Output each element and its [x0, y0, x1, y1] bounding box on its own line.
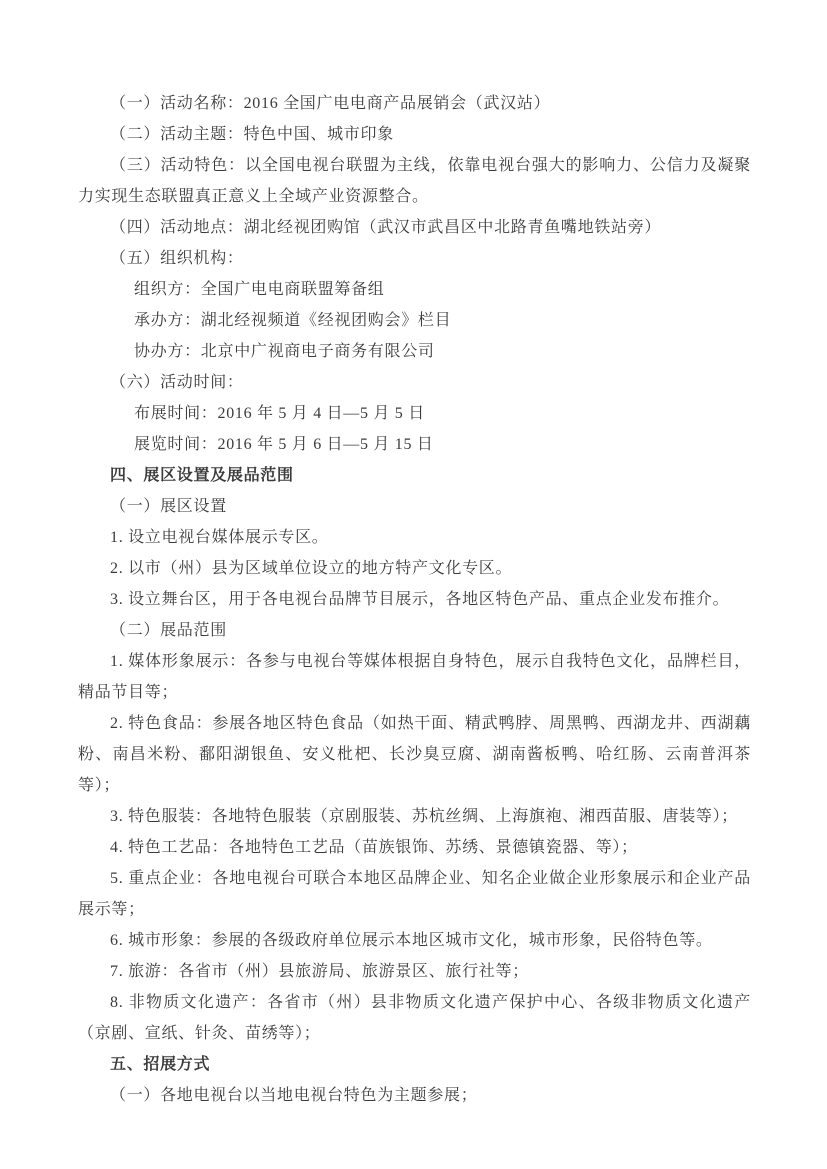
paragraph-sub: 承办方：湖北经视频道《经视团购会》栏目 [134, 312, 452, 329]
paragraph-item: （四）活动地点：湖北经视团购馆（武汉市武昌区中北路青鱼嘴地铁站旁） [110, 219, 662, 236]
paragraph-item: （一）各地电视台以当地电视台特色为主题参展； [110, 1087, 478, 1104]
paragraph-item: （二）展品范围 [110, 622, 227, 639]
paragraph-item: 2. 以市（州）县为区域单位设立的地方特产文化专区。 [110, 560, 513, 577]
paragraph-item: （三）活动特色：以全国电视台联盟为主线，依靠电视台强大的影响力、公信力及凝聚力实现生态联盟真正意义上全域产业资源整合。 [78, 157, 751, 205]
paragraph-heading: 五、招展方式 [110, 1056, 211, 1073]
paragraph-sub: 展览时间：2016 年 5 月 6 日—5 月 15 日 [134, 436, 434, 453]
paragraph-item: 2. 特色食品：参展各地区特色食品（如热干面、精武鸭脖、周黑鸭、西湖龙井、西湖藕粉、南昌米粉、鄱阳湖银鱼、安义枇杷、长沙臭豆腐、湖南酱板鸭、哈红肠、云南普洱茶等）； [78, 715, 751, 794]
paragraph-item: 4. 特色工艺品：各地特色工艺品（苗族银饰、苏绣、景德镇瓷器、等）； [110, 839, 638, 856]
paragraph-item: （一）活动名称：2016 全国广电电商产品展销会（武汉站） [110, 95, 551, 112]
paragraph-item: 6. 城市形象：参展的各级政府单位展示本地区城市文化，城市形象，民俗特色等。 [110, 932, 713, 949]
paragraph-item: （一）展区设置 [110, 498, 227, 515]
paragraph-sub: 组织方：全国广电电商联盟筹备组 [134, 281, 385, 298]
paragraph-item: 8. 非物质文化遗产：各省市（州）县非物质文化遗产保护中心、各级非物质文化遗产（京剧、宣纸、针灸、苗绣等）； [78, 994, 751, 1042]
paragraph-sub: 协办方：北京中广视商电子商务有限公司 [134, 343, 435, 360]
paragraph-item: 7. 旅游：各省市（州）县旅游局、旅游景区、旅行社等； [110, 963, 529, 980]
paragraph-item: （二）活动主题：特色中国、城市印象 [110, 126, 394, 143]
paragraph-item: 3. 设立舞台区，用于各电视台品牌节目展示，各地区特色产品、重点企业发布推介。 [110, 591, 730, 608]
paragraph-item: （五）组织机构： [110, 250, 244, 267]
paragraph-item: 5. 重点企业：各地电视台可联合本地区品牌企业、知名企业做企业形象展示和企业产品展示等； [78, 870, 751, 918]
paragraph-item: 3. 特色服装：各地特色服装（京剧服装、苏杭丝绸、上海旗袍、湘西苗服、唐装等）； [110, 808, 739, 825]
paragraph-item: （六）活动时间： [110, 374, 244, 391]
paragraph-heading: 四、展区设置及展品范围 [110, 467, 294, 484]
paragraph-item: 1. 媒体形象展示：各参与电视台等媒体根据自身特色，展示自我特色文化，品牌栏目，精品节目等； [78, 653, 751, 701]
paragraph-item: 1. 设立电视台媒体展示专区。 [110, 529, 329, 546]
paragraph-sub: 布展时间：2016 年 5 月 4 日—5 月 5 日 [134, 405, 425, 422]
